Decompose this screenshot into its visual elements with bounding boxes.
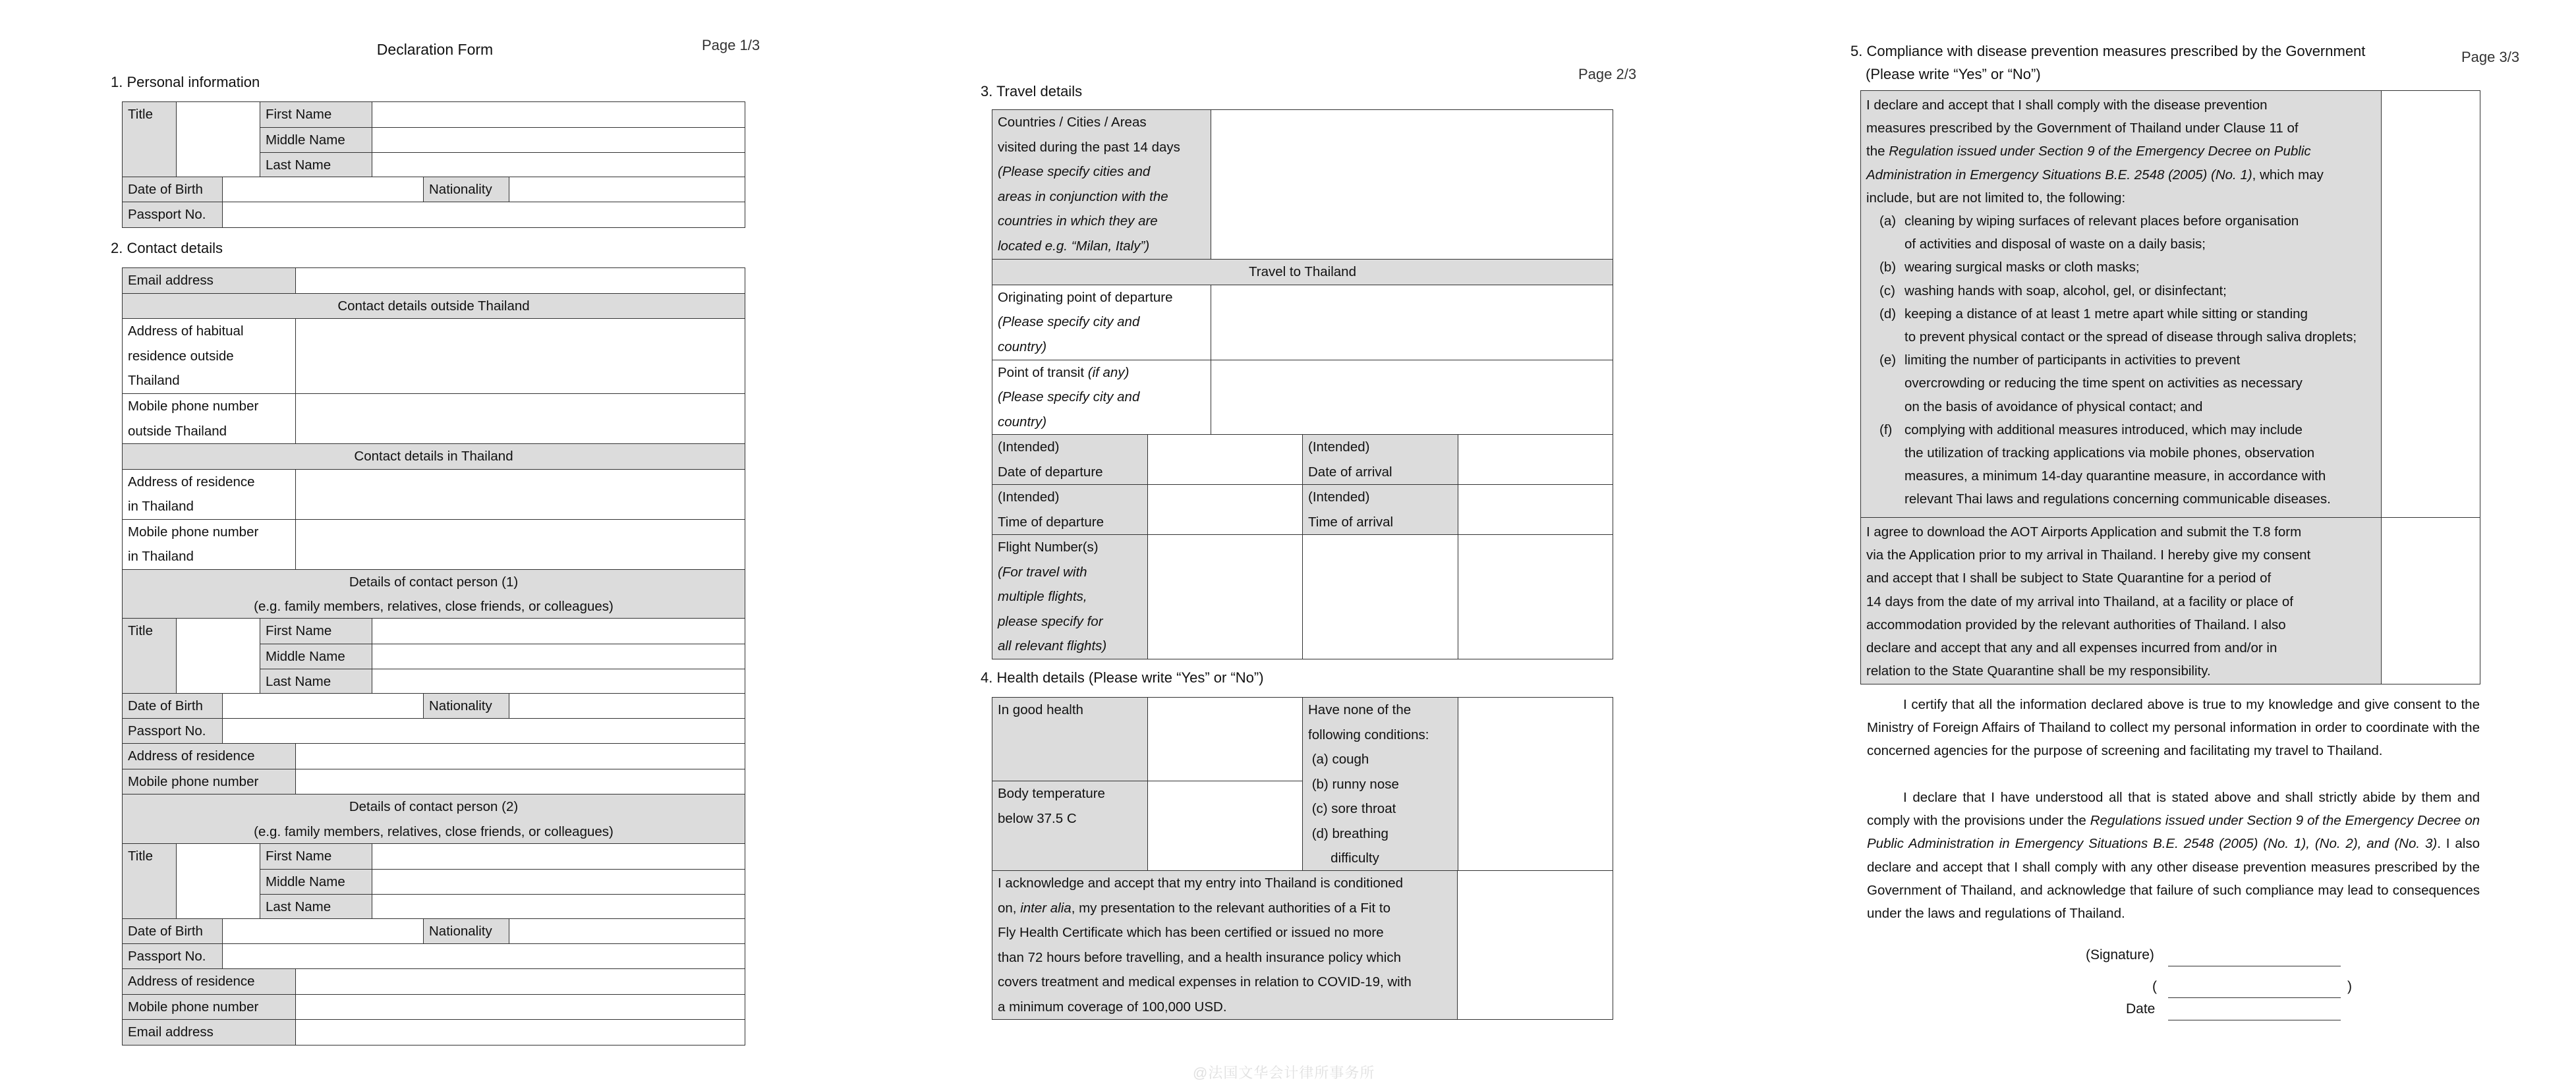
page-1 xyxy=(0,0,857,1087)
dob-label: Date of Birth xyxy=(123,177,223,203)
section-contact-title: 2. Contact details xyxy=(111,240,223,256)
contact-person-2-contact-table xyxy=(122,968,745,1045)
cp2-title-field[interactable] xyxy=(177,844,260,920)
dep-date-label: (Intended) Date of departure xyxy=(992,435,1148,485)
good-health-field[interactable] xyxy=(1148,698,1303,781)
mobile-outside-label: Mobile phone number outside Thailand xyxy=(123,394,296,444)
cp2-addr-field[interactable] xyxy=(296,969,745,995)
addr-inside-label: Address of residence in Thailand xyxy=(123,469,296,519)
dep-time-label: (Intended) Time of departure xyxy=(992,485,1148,535)
cp2-last-name-field[interactable] xyxy=(372,895,745,920)
passport-field[interactable] xyxy=(223,202,745,228)
measure-item-d: (d) keeping a distance of at least 1 metre apart while sitting or standing to prevent physical contact or the spread of disease through saliva droplets; xyxy=(1879,306,2357,345)
mobile-inside-field[interactable] xyxy=(296,519,745,569)
date-label: Date xyxy=(2126,1001,2156,1017)
origin-label: Originating point of departure (Please specify city and country) xyxy=(992,285,1211,360)
first-name-field[interactable] xyxy=(372,102,745,128)
dob-field[interactable] xyxy=(223,177,424,203)
cp1-addr-field[interactable] xyxy=(296,744,745,769)
cp2-middle-name-field[interactable] xyxy=(372,869,745,895)
contact-table xyxy=(122,267,745,620)
nationality-label: Nationality xyxy=(424,177,509,203)
passport-label: Passport No. xyxy=(123,202,223,228)
middle-name-label: Middle Name xyxy=(260,127,372,153)
arr-time-field[interactable] xyxy=(1458,485,1613,535)
middle-name-field[interactable] xyxy=(372,127,745,153)
addr-outside-label: Address of habitual residence outside Thailand xyxy=(123,319,296,394)
contact-person-2-passport-table xyxy=(122,943,745,970)
paren-close: ) xyxy=(2347,979,2352,994)
cp2-addr-label: Address of residence xyxy=(123,969,296,995)
cp1-mobile-field[interactable] xyxy=(296,769,745,794)
first-name-label: First Name xyxy=(260,102,372,128)
cp2-mobile-field[interactable] xyxy=(296,994,745,1020)
email-label: Email address xyxy=(123,268,296,294)
contact-person-1-dob-table xyxy=(122,693,745,719)
measure-item-f: (f) complying with additional measures introduced, which may include the utilization of tracking applications via mobile phones, observation measures, a minimum 14-day quarantine measure, in accordance with relevant Thai laws and regulations concerning communicable diseases. xyxy=(1879,422,2331,507)
dep-date-field[interactable] xyxy=(1148,435,1303,485)
arr-date-label: (Intended) Date of arrival xyxy=(1303,435,1458,485)
mobile-inside-label: Mobile phone number in Thailand xyxy=(123,519,296,569)
health-ack-field[interactable] xyxy=(1458,871,1613,1020)
page-3 xyxy=(1713,0,2576,1087)
cp1-middle-name-field[interactable] xyxy=(372,644,745,669)
contact-person-1-contact-table xyxy=(122,743,745,845)
outside-thailand-header: Contact details outside Thailand xyxy=(123,293,745,319)
body-temp-field[interactable] xyxy=(1148,781,1303,871)
title-label: Title xyxy=(123,102,177,179)
cp2-dob-label: Date of Birth xyxy=(123,919,223,945)
cp1-passport-label: Passport No. xyxy=(123,719,223,744)
health-ack-table xyxy=(992,870,1613,1020)
cp2-middle-name-label: Middle Name xyxy=(260,869,372,895)
certification-paragraph: I certify that all the information declared above is true to my knowledge and give consent to the Ministry of Foreign Affairs of Thailand to collect my personal information in order to coordinate with the concerned agencies for the purpose of screening and facilitating my travel to Thailand. xyxy=(1867,697,2480,759)
cp1-nationality-label: Nationality xyxy=(424,694,509,719)
arr-time-label: (Intended) Time of arrival xyxy=(1303,485,1458,535)
date-line[interactable] xyxy=(2168,1004,2341,1020)
no-conditions-label: Have none of the following conditions: (a) cough (b) runny nose (c) sore throat (d) breathing difficulty xyxy=(1303,698,1458,872)
travel-to-thailand-header: Travel to Thailand xyxy=(992,260,1613,285)
personal-info-table-3 xyxy=(122,202,745,228)
cp2-email-label: Email address xyxy=(123,1020,296,1045)
cp2-passport-field[interactable] xyxy=(223,944,745,970)
cp2-title-label: Title xyxy=(123,844,177,920)
declaration-paragraph: I declare that I have understood all that is stated above and shall strictly abide by them and comply with the provisions under the Regulations issued under Section 9 of the Emergency Decree on Public Administration in Emergency Situations B.E. 2548 (2005) (No. 1), (No. 2), and (No. 3). I also declare and accept that I shall comply with any other disease prevention measures prescribed by the Government of Thailand, and acknowledge that failure of such compliance may lead to consequences under the laws and regulations of Thailand. xyxy=(1867,790,2480,922)
paren-open: ( xyxy=(2152,979,2157,994)
travel-dates-table xyxy=(992,434,1613,659)
section-personal-title: 1. Personal information xyxy=(111,74,260,90)
quarantine-text: I agree to download the AOT Airports Application and submit the T.8 form via the Application prior to my arrival in Thailand. I hereby give my consent and accept that I shall be subject to State Quarantine for a period of 14 days from the date of my arrival into Thailand, at a facility or place of accommodation provided by the relevant authorities of Thailand. I also declare and accept that any and all expenses incurred from and/or in relation to the State Quarantine shall be my responsibility. xyxy=(1861,518,2382,684)
cp1-first-name-field[interactable] xyxy=(372,619,745,644)
cp1-dob-field[interactable] xyxy=(223,694,424,719)
contact-person-1-passport-table xyxy=(122,718,745,744)
cp1-passport-field[interactable] xyxy=(223,719,745,744)
origin-field[interactable] xyxy=(1211,285,1613,360)
cp1-last-name-field[interactable] xyxy=(372,669,745,695)
last-name-field[interactable] xyxy=(372,153,745,179)
cp2-mobile-label: Mobile phone number xyxy=(123,994,296,1020)
cp1-addr-label: Address of residence xyxy=(123,744,296,769)
health-ack-text: I acknowledge and accept that my entry into Thailand is conditioned on, inter alia, my presentation to the relevant authorities of a Fit to Fly Health Certificate which has been certified or issued no more than 72 hours before travelling, and a health insurance policy which covers treatment and medical expenses in relation to COVID-19, with a minimum coverage of 100,000 USD. xyxy=(992,871,1458,1020)
travel-table xyxy=(992,109,1613,435)
signature-label: (Signature) xyxy=(2086,947,2154,962)
cp2-email-field[interactable] xyxy=(296,1020,745,1045)
personal-info-table-2 xyxy=(122,177,745,203)
addr-outside-field[interactable] xyxy=(296,319,745,394)
cp2-first-name-label: First Name xyxy=(260,844,372,870)
measure-item-c: (c) washing hands with soap, alcohol, gel, or disinfectant; xyxy=(1879,283,2227,298)
cp2-nationality-label: Nationality xyxy=(424,919,509,945)
no-conditions-field[interactable] xyxy=(1458,698,1613,872)
signature-line[interactable] xyxy=(2168,950,2341,966)
flight-number-label: Flight Number(s) (For travel with multiple flights, please specify for all relevant flights) xyxy=(992,535,1148,659)
health-table xyxy=(992,697,1613,872)
section-health-title: 4. Health details (Please write “Yes” or “No”) xyxy=(981,669,1264,686)
dep-time-field[interactable] xyxy=(1148,485,1303,535)
contact-person-1-name-table xyxy=(122,618,745,695)
transit-field[interactable] xyxy=(1211,360,1613,435)
page-2 xyxy=(857,0,1713,1087)
body-temp-label: Body temperature below 37.5 C xyxy=(992,781,1148,871)
contact-person-2-name-table xyxy=(122,843,745,920)
countries-visited-label: Countries / Cities / Areas visited during the past 14 days (Please specify cities and areas in conjunction with the countries in which they are located e.g. “Milan, Italy”) xyxy=(992,110,1211,260)
in-thailand-header: Contact details in Thailand xyxy=(123,444,745,470)
good-health-label: In good health xyxy=(992,698,1148,781)
contact-person-2-header: Details of contact person (2) (e.g. family members, relatives, close friends, or colleagues) xyxy=(123,794,745,845)
page-number: Page 3/3 xyxy=(2461,49,2520,65)
cp1-nationality-field[interactable] xyxy=(509,694,745,719)
measure-item-b: (b) wearing surgical masks or cloth masks; xyxy=(1879,260,2140,275)
cp1-first-name-label: First Name xyxy=(260,619,372,644)
printed-name-line[interactable] xyxy=(2168,982,2341,998)
countries-visited-field[interactable] xyxy=(1211,110,1613,260)
disease-prevention-answer[interactable] xyxy=(2382,91,2480,518)
cp1-title-field[interactable] xyxy=(177,619,260,695)
cp1-middle-name-label: Middle Name xyxy=(260,644,372,669)
mobile-outside-field[interactable] xyxy=(296,394,745,444)
contact-person-1-header: Details of contact person (1) (e.g. family members, relatives, close friends, or colleagues) xyxy=(123,569,745,619)
compliance-table xyxy=(1860,90,2480,684)
flight-number-field-2[interactable] xyxy=(1303,535,1458,659)
section-travel-title: 3. Travel details xyxy=(981,83,1083,99)
cp1-title-label: Title xyxy=(123,619,177,695)
flight-number-field-1[interactable] xyxy=(1148,535,1303,659)
addr-inside-field[interactable] xyxy=(296,469,745,519)
quarantine-answer[interactable] xyxy=(2382,518,2480,684)
cp2-dob-field[interactable] xyxy=(223,919,424,945)
form-title: Declaration Form xyxy=(376,41,494,58)
email-field[interactable] xyxy=(296,268,745,294)
contact-person-2-dob-table xyxy=(122,918,745,945)
title-field[interactable] xyxy=(177,102,260,179)
personal-info-table xyxy=(122,101,745,179)
cp2-nationality-field[interactable] xyxy=(509,919,745,945)
cp2-first-name-field[interactable] xyxy=(372,844,745,870)
cp1-dob-label: Date of Birth xyxy=(123,694,223,719)
last-name-label: Last Name xyxy=(260,153,372,179)
watermark: @法国文华会计律所事务所 xyxy=(1193,1065,1375,1081)
page-number: Page 1/3 xyxy=(702,37,760,53)
cp1-mobile-label: Mobile phone number xyxy=(123,769,296,794)
flight-number-field-3[interactable] xyxy=(1458,535,1613,659)
disease-prevention-text: I declare and accept that I shall comply with the disease prevention measures prescribed by the Government of Thailand under Clause 11 of the Regulation issued under Section 9 of the Emergency Decree on Public Administration in Emergency Situations B.E. 2548 (2005) (No. 1), which may include, but are not limited to, the following: (a) cleaning by wiping surfaces of relevant places before organisation of activities and disposal of waste on a daily basis; (b) wearing surgical masks or cloth masks; (c) washing hands with soap, alcohol, gel, or disinfectant; (d) keeping a distance of at least 1 metre apart while sitting or standing to prevent physical contact or the spread of disease through saliva droplets; (e) limiting the number of participants in activities to prevent overcrowding or reducing the time spent on activities as necessary on the basis of avoidance of physical contact; and (f) complying with additional measures introduced, which may include the utilization of tracking applications via mobile phones, observation measures, a minimum 14-day quarantine measure, in accordance with relevant Thai laws and regulations concerning communicable diseases. xyxy=(1861,91,2382,518)
nationality-field[interactable] xyxy=(509,177,745,203)
transit-label: Point of transit (if any) (Please specify city and country) xyxy=(992,360,1211,435)
cp2-last-name-label: Last Name xyxy=(260,895,372,920)
cp1-last-name-label: Last Name xyxy=(260,669,372,695)
page-number: Page 2/3 xyxy=(1578,66,1637,82)
measure-item-e: (e) limiting the number of participants in activities to prevent overcrowding or reducing the time spent on activities as necessary on the basis of avoidance of physical contact; and xyxy=(1879,352,2303,414)
arr-date-field[interactable] xyxy=(1458,435,1613,485)
cp2-passport-label: Passport No. xyxy=(123,944,223,970)
section-compliance-title: 5. Compliance with disease prevention measures prescribed by the Government (Please write “Yes” or “No”) xyxy=(1850,43,2366,82)
measure-item-a: (a) cleaning by wiping surfaces of relevant places before organisation of activities and disposal of waste on a daily basis; xyxy=(1879,213,2299,252)
